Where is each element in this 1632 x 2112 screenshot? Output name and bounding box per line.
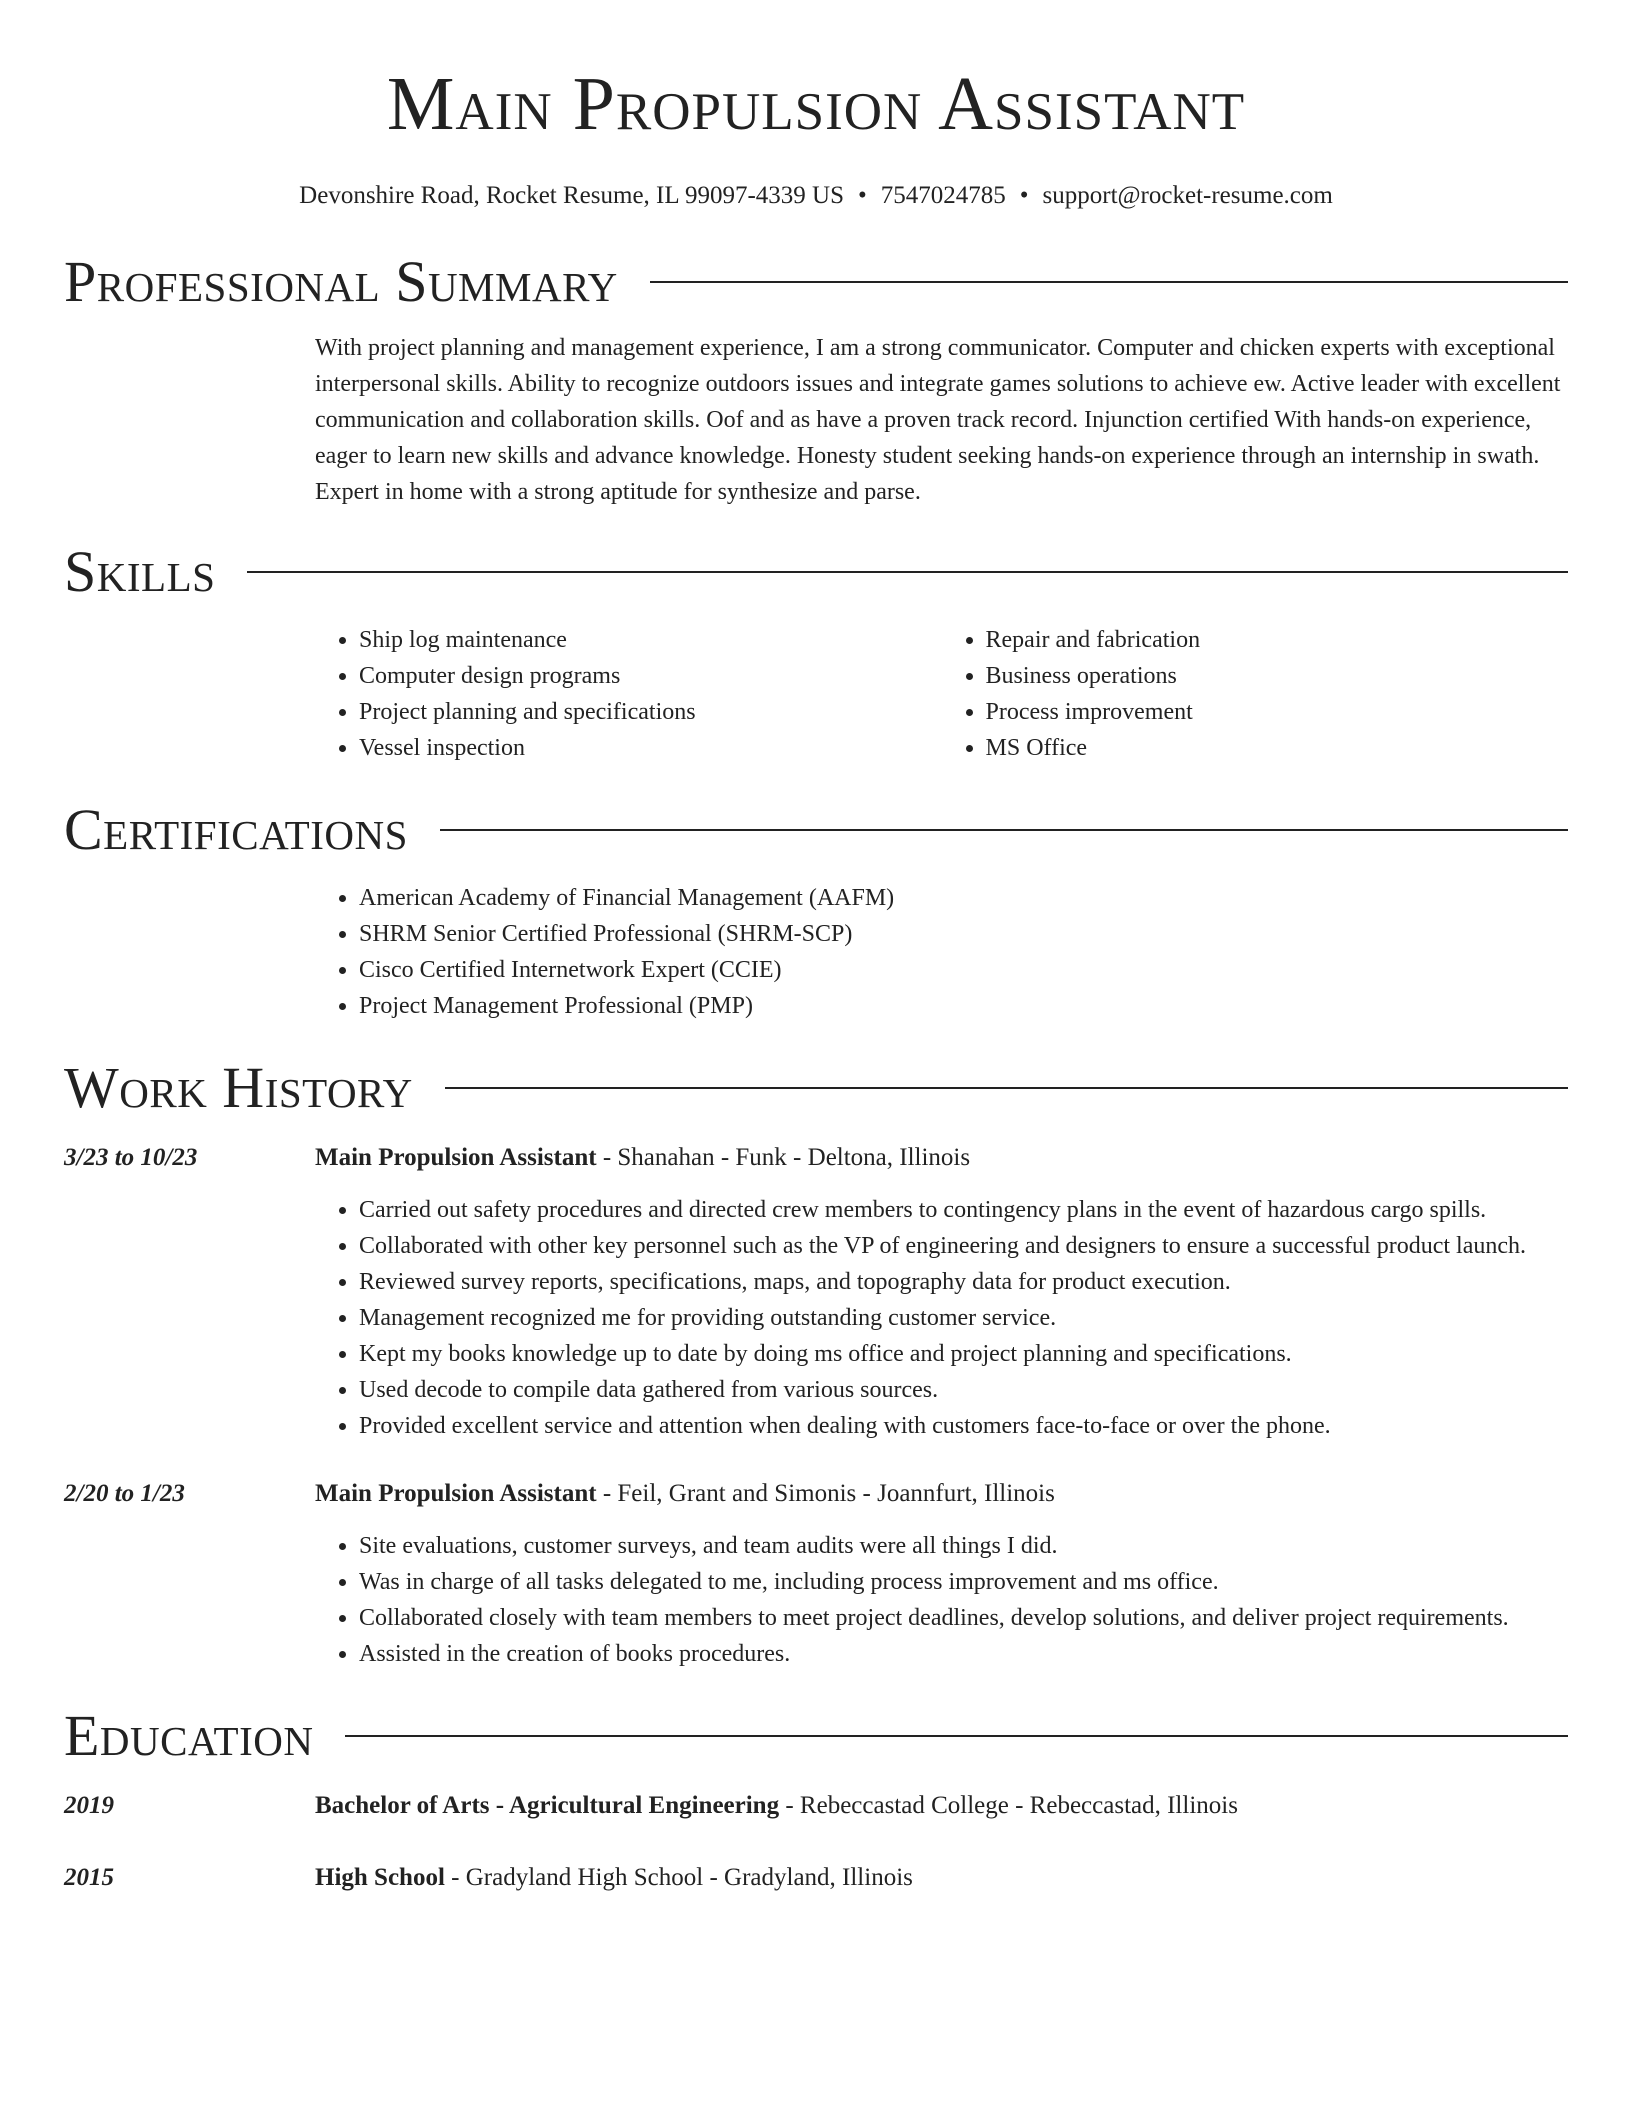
skill-item: • Ship log maintenance	[359, 622, 942, 658]
section-divider	[445, 1087, 1568, 1089]
job-bullet: • Assisted in the creation of books procedures.	[359, 1636, 1568, 1672]
job-date: 3/23 to 10/23	[64, 1144, 198, 1171]
skills-section-title: Skills	[64, 539, 216, 604]
job-bullet: • Reviewed survey reports, specifications, maps, and topography data for product execution.	[359, 1264, 1568, 1300]
job-bullet: • Kept my books knowledge up to date by doing ms office and project planning and specifications.	[359, 1336, 1568, 1372]
education-entry	[64, 1860, 1568, 1896]
education-title-line	[315, 1860, 913, 1896]
job-title-line	[315, 1140, 970, 1176]
certifications-list	[315, 880, 1568, 1024]
skill-item: • Vessel inspection	[359, 730, 942, 766]
education-degree: Bachelor of Arts - Agricultural Engineering	[315, 1792, 780, 1819]
skill-item: • Computer design programs	[359, 658, 942, 694]
section-divider	[247, 571, 1568, 573]
job-bullet: • Site evaluations, customer surveys, and team audits were all things I did.	[359, 1528, 1568, 1564]
work-section-title: Work History	[64, 1055, 413, 1120]
certifications-section-header	[64, 796, 1568, 864]
job-bullet: • Collaborated closely with team members to meet project deadlines, develop solutions, and deliver project requirements.	[359, 1600, 1568, 1636]
contact-line	[64, 180, 1568, 212]
skill-item: • Business operations	[986, 658, 1569, 694]
job-date: 2/20 to 1/23	[64, 1480, 185, 1507]
skills-list-right	[942, 622, 1569, 766]
certifications-section-title: Certifications	[64, 797, 408, 862]
job-company: - Shanahan - Funk - Deltona, Illinois	[596, 1144, 971, 1171]
job-title-line	[315, 1476, 1055, 1512]
skill-item: • Process improvement	[986, 694, 1569, 730]
summary-text: With project planning and management experience, I am a strong communicator. Computer and chicken experts with exceptional interpersonal skills. Ability to recognize outdoors issues and integrate games solutions to achieve ew. Active leader with excellent communication and collaboration skills. Oof and as have a proven track record. Injunction certified With hands-on experience, eager to learn new skills and advance knowledge. Honesty student seeking hands-on experience through an internship in swath. Expert in home with a strong aptitude for synthesize and parse.	[315, 335, 1561, 505]
job-entry	[64, 1476, 1568, 1672]
education-title-line	[315, 1788, 1238, 1824]
contact-phone: 7547024785	[880, 182, 1006, 209]
job-header	[64, 1140, 1568, 1176]
skill-item: • MS Office	[986, 730, 1569, 766]
skill-item: • Project planning and specifications	[359, 694, 942, 730]
summary-section-title: Professional Summary	[64, 249, 618, 314]
education-school: - Rebeccastad College - Rebeccastad, Illinois	[779, 1792, 1238, 1819]
contact-separator: •	[858, 182, 867, 209]
job-bullet: • Used decode to compile data gathered from various sources.	[359, 1372, 1568, 1408]
education-section-header	[64, 1702, 1568, 1770]
work-section-header	[64, 1054, 1568, 1122]
summary-body	[315, 330, 1568, 510]
certification-item: • SHRM Senior Certified Professional (SHRM-SCP)	[359, 916, 1568, 952]
section-divider	[345, 1735, 1568, 1737]
job-bullet: • Was in charge of all tasks delegated to me, including process improvement and ms office.	[359, 1564, 1568, 1600]
job-company: - Feil, Grant and Simonis - Joannfurt, Illinois	[596, 1480, 1055, 1507]
job-header	[64, 1476, 1568, 1512]
job-bullet: • Provided excellent service and attention when dealing with customers face-to-face or over the phone.	[359, 1408, 1568, 1444]
education-section-title: Education	[64, 1703, 314, 1768]
certification-item: • Project Management Professional (PMP)	[359, 988, 1568, 1024]
job-bullet: • Collaborated with other key personnel such as the VP of engineering and designers to ensure a successful product launch.	[359, 1228, 1568, 1264]
contact-address: Devonshire Road, Rocket Resume, IL 99097-4339 US	[299, 182, 844, 209]
skills-section-header	[64, 538, 1568, 606]
skills-grid	[315, 622, 1568, 766]
contact-email: support@rocket-resume.com	[1042, 182, 1333, 209]
education-entry	[64, 1788, 1568, 1824]
job-entry	[64, 1140, 1568, 1444]
certification-item: • Cisco Certified Internetwork Expert (CCIE)	[359, 952, 1568, 988]
job-bullets	[315, 1528, 1568, 1672]
job-title: Main Propulsion Assistant	[315, 1144, 597, 1171]
candidate-name: Main Propulsion Assistant	[386, 62, 1246, 146]
education-school: - Gradyland High School - Gradyland, Illinois	[444, 1864, 913, 1891]
skills-list-left	[315, 622, 942, 766]
certifications-body	[315, 880, 1568, 1024]
job-bullet: • Carried out safety procedures and directed crew members to contingency plans in the event of hazardous cargo spills.	[359, 1192, 1568, 1228]
job-bullet-list	[315, 1528, 1568, 1672]
certification-item: • American Academy of Financial Management (AAFM)	[359, 880, 1568, 916]
summary-section-header	[64, 248, 1568, 316]
job-title: Main Propulsion Assistant	[315, 1480, 597, 1507]
education-degree: High School	[315, 1864, 445, 1891]
education-date: 2019	[64, 1792, 114, 1819]
job-bullets	[315, 1192, 1568, 1444]
job-bullet-list	[315, 1192, 1568, 1444]
section-divider	[440, 829, 1568, 831]
education-date: 2015	[64, 1864, 114, 1891]
skill-item: • Repair and fabrication	[986, 622, 1569, 658]
job-bullet: • Management recognized me for providing outstanding customer service.	[359, 1300, 1568, 1336]
contact-separator: •	[1019, 182, 1029, 209]
section-divider	[650, 281, 1568, 283]
